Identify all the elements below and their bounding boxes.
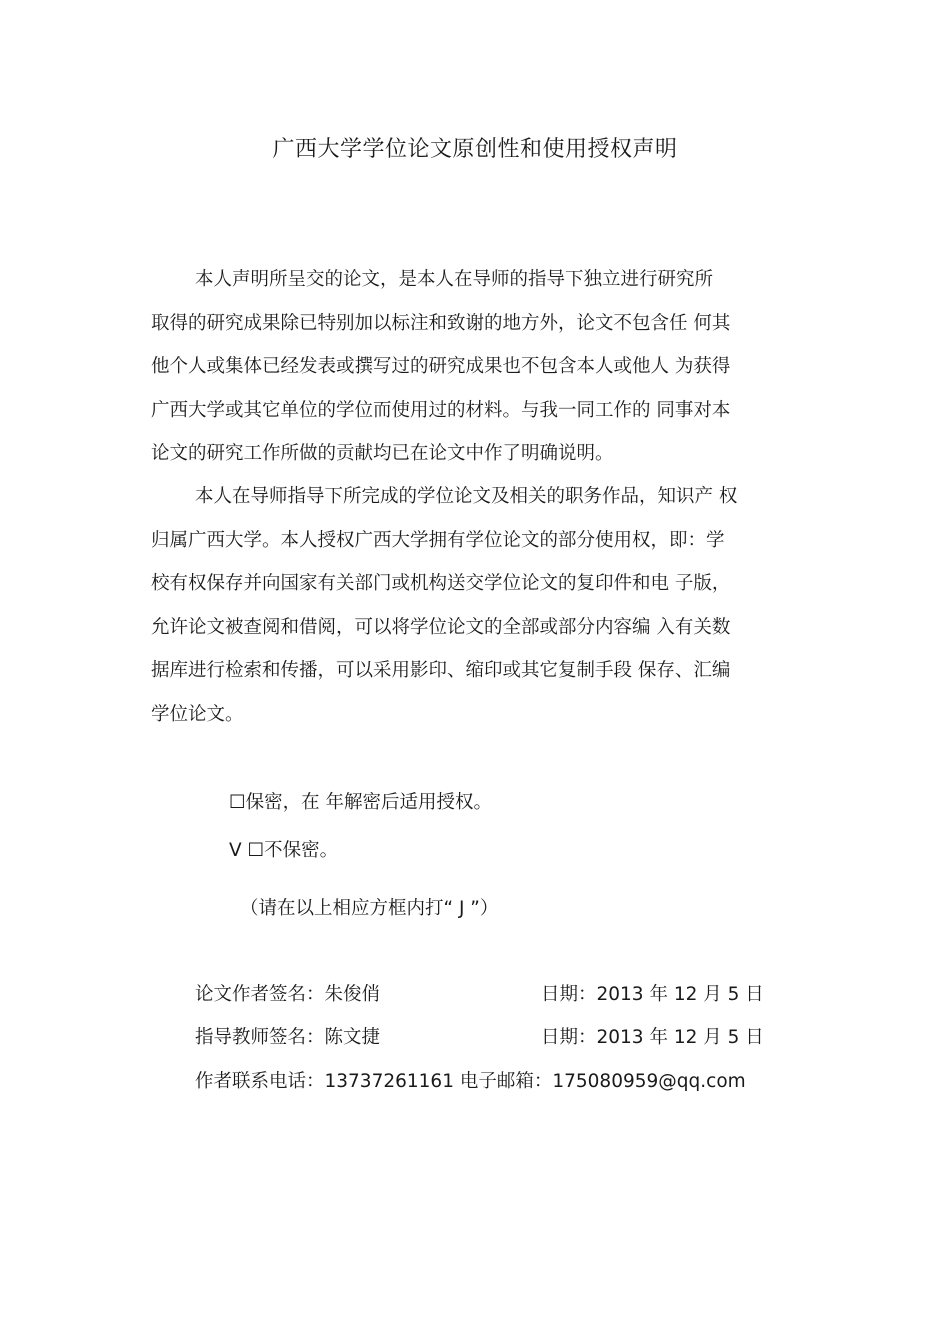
paragraph-line: 校有权保存并向国家有关部门或机构送交学位论文的复印件和电 子版，	[151, 573, 731, 594]
paragraph-line: 论文的研究工作所做的贡献均已在论文中作了明确说明。	[151, 443, 614, 464]
advisor-date: 日期：2013 年 12 月 5 日	[541, 1027, 764, 1048]
paragraph-line: 学位论文。	[151, 703, 244, 725]
paragraph-line: 广西大学或其它单位的学位而使用过的材料。与我一同工作的 同事对本	[151, 399, 731, 421]
paragraph-line: 允许论文被查阅和借阅，可以将学位论文的全部或部分内容编 入有关数	[151, 616, 731, 638]
paragraph-line: 本人在导师指导下所完成的学位论文及相关的职务作品，知识产 权	[195, 486, 738, 507]
check-instruction: （请在以上相应方框内打“ J ”）	[240, 898, 499, 919]
not-confidential-option: V ☐不保密。	[229, 840, 339, 861]
paragraph-line: 本人声明所呈交的论文，是本人在导师的指导下独立进行研究所	[195, 269, 714, 290]
paragraph-line: 他个人或集体已经发表或撰写过的研究成果也不包含本人或他人 为获得	[151, 356, 731, 377]
author-contact: 作者联系电话：13737261161 电子邮箱：175080959@qq.com	[195, 1071, 746, 1092]
document-title: 广西大学学位论文原创性和使用授权声明	[272, 137, 678, 162]
author-signature: 论文作者签名：朱俊俏	[195, 984, 381, 1005]
author-date: 日期：2013 年 12 月 5 日	[541, 984, 764, 1005]
advisor-signature: 指导教师签名：陈文捷	[195, 1027, 381, 1048]
authorization-statement	[151, 475, 811, 736]
paragraph-line: 据库进行检索和传播，可以采用影印、缩印或其它复制手段 保存、汇编	[151, 660, 731, 681]
confidential-option: ☐保密，在 年解密后适用授权。	[229, 792, 492, 813]
paragraph-line: 取得的研究成果除已特别加以标注和致谢的地方外，论文不包含任 何其	[151, 312, 731, 334]
originality-statement	[151, 258, 811, 476]
paragraph-line: 归属广西大学。本人授权广西大学拥有学位论文的部分使用权，即：学	[151, 529, 725, 551]
